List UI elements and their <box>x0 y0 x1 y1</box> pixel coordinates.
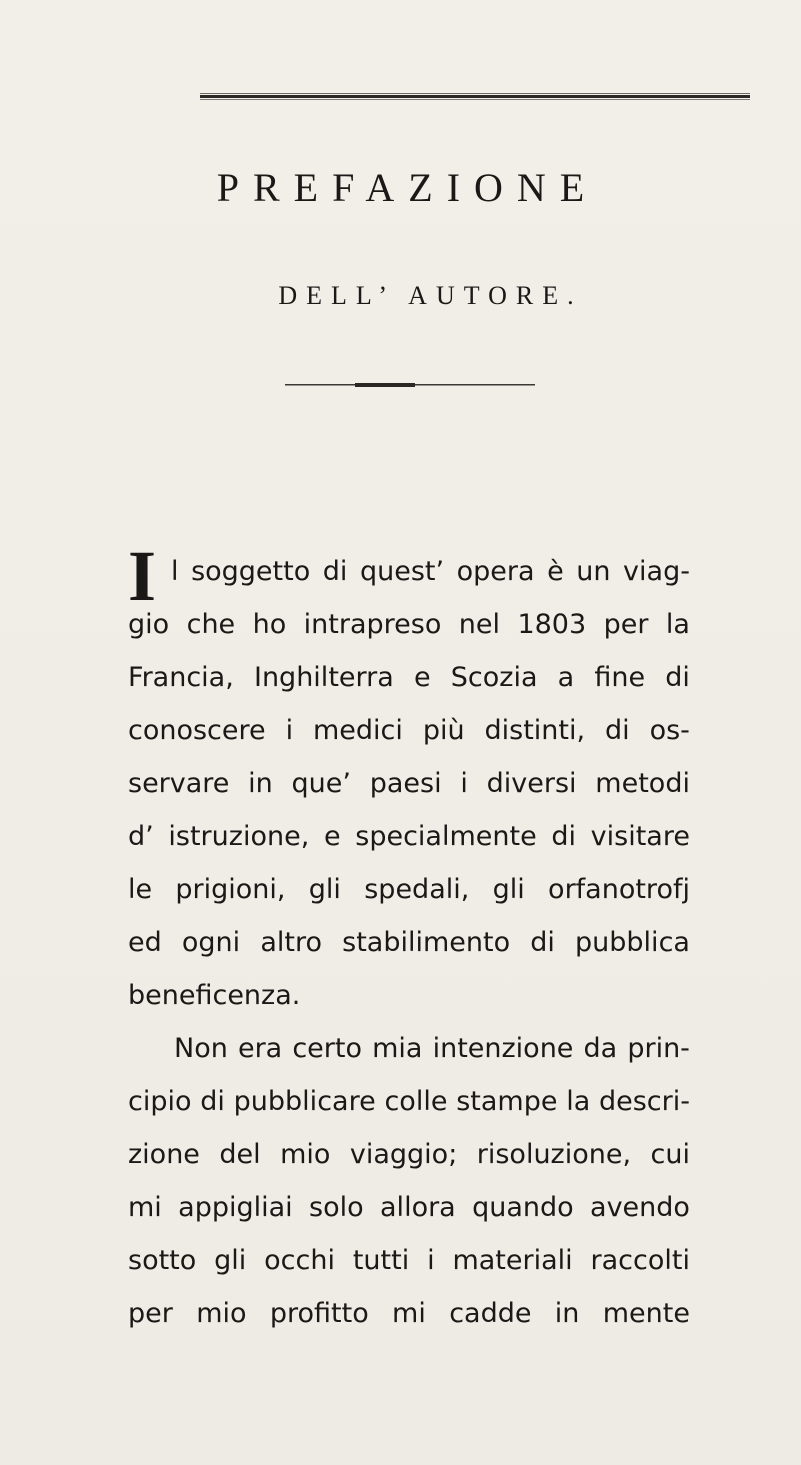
word: gli <box>308 874 341 905</box>
word: paesi <box>369 768 442 799</box>
word: zione <box>128 1139 200 1170</box>
text-line <box>128 1181 690 1234</box>
word: specialmente <box>355 821 537 852</box>
word: diversi <box>486 768 577 799</box>
word: di <box>551 821 576 852</box>
word: mente <box>602 1298 690 1329</box>
page-subtitle: DELL’ AUTORE. <box>278 281 583 310</box>
word: spedali, <box>364 874 470 905</box>
text-line <box>128 1234 690 1287</box>
word: di <box>530 927 555 958</box>
word: la <box>665 609 690 640</box>
word: stampe <box>456 1086 558 1117</box>
text-line <box>128 704 690 757</box>
word: cui <box>650 1139 690 1170</box>
text-line <box>128 598 690 651</box>
word: per <box>128 1298 173 1329</box>
word: era <box>237 1033 283 1064</box>
word: che <box>186 609 236 640</box>
word: solo <box>309 1192 364 1223</box>
word: sotto <box>128 1245 197 1276</box>
word: opera <box>456 556 535 587</box>
word: quando <box>472 1192 574 1223</box>
top-decorative-rule <box>200 93 750 101</box>
text-line <box>128 1128 690 1181</box>
text-line <box>128 545 690 598</box>
word: cadde <box>449 1298 532 1329</box>
word: mia <box>372 1033 423 1064</box>
word: conoscere <box>128 715 266 746</box>
word: del <box>219 1139 261 1170</box>
text-line <box>128 916 690 969</box>
word: i <box>285 715 294 746</box>
word: viaggio; <box>349 1139 458 1170</box>
word: 1803 <box>517 609 587 640</box>
word: mio <box>280 1139 331 1170</box>
word: profitto <box>269 1298 369 1329</box>
text-line <box>128 1022 690 1075</box>
text-line <box>128 757 690 810</box>
word: ed <box>128 927 162 958</box>
word: Francia, <box>128 662 234 693</box>
word: l <box>171 556 179 587</box>
word: tutti <box>352 1245 410 1276</box>
word: istruzione, <box>168 821 310 852</box>
word: Inghilterra <box>253 662 394 693</box>
text-line <box>128 863 690 916</box>
word: certo <box>292 1033 362 1064</box>
word: risoluzione, <box>476 1139 632 1170</box>
text-line <box>128 651 690 704</box>
word: distinti, <box>484 715 586 746</box>
word: i <box>460 768 468 799</box>
word: raccolti <box>590 1245 690 1276</box>
word: d’ <box>128 821 154 852</box>
word: Non <box>174 1033 228 1064</box>
word: stabilimento <box>342 927 511 958</box>
word: e <box>323 821 341 852</box>
word: viag- <box>623 556 690 587</box>
word: a <box>557 662 575 693</box>
word: quest’ <box>359 556 445 587</box>
word: appigliai <box>178 1192 293 1223</box>
word: è <box>547 556 564 587</box>
word: altro <box>260 927 322 958</box>
word: e <box>413 662 431 693</box>
text-line <box>128 810 690 863</box>
word: allora <box>380 1192 456 1223</box>
word: i <box>427 1245 435 1276</box>
word: pubblicare <box>233 1086 376 1117</box>
text-line <box>128 1075 690 1128</box>
text-line: beneficenza. <box>128 980 301 1011</box>
drop-cap-letter: I <box>128 536 157 616</box>
word: di <box>665 662 690 693</box>
word: mi <box>392 1298 426 1329</box>
word: mio <box>196 1298 247 1329</box>
word: la <box>566 1086 591 1117</box>
word: gli <box>214 1245 247 1276</box>
word: più <box>422 715 465 746</box>
word: visitare <box>590 821 690 852</box>
word: mi <box>128 1192 162 1223</box>
word: in <box>248 768 273 799</box>
word: soggetto <box>191 556 311 587</box>
word: Scozia <box>450 662 538 693</box>
word: un <box>576 556 611 587</box>
word: servare <box>128 768 230 799</box>
word: le <box>128 874 153 905</box>
word: gli <box>492 874 525 905</box>
word: os- <box>649 715 690 746</box>
word: per <box>603 609 649 640</box>
word: occhi <box>264 1245 335 1276</box>
paragraph-1 <box>128 545 690 1022</box>
word: nel <box>458 609 501 640</box>
ornamental-divider <box>285 382 535 388</box>
word: prin- <box>627 1033 690 1064</box>
paragraph-2 <box>128 1022 690 1340</box>
text-line <box>128 1287 690 1340</box>
word: ogni <box>181 927 241 958</box>
word: cipio <box>128 1086 192 1117</box>
word: fine <box>594 662 646 693</box>
word: materiali <box>452 1245 573 1276</box>
word: di <box>200 1086 225 1117</box>
word: ho <box>252 609 287 640</box>
word: avendo <box>590 1192 690 1223</box>
word: prigioni, <box>175 874 286 905</box>
word: descri- <box>598 1086 690 1117</box>
word: intrapreso <box>303 609 442 640</box>
word: colle <box>384 1086 448 1117</box>
word: intenzione <box>432 1033 574 1064</box>
word: da <box>583 1033 618 1064</box>
word: gio <box>128 609 170 640</box>
word: pubblica <box>575 927 690 958</box>
word: in <box>554 1298 580 1329</box>
word: que’ <box>291 768 351 799</box>
word: di <box>322 556 348 587</box>
body-text <box>128 545 690 1340</box>
word: orfanotrofj <box>548 874 690 905</box>
word: metodi <box>595 768 690 799</box>
word: di <box>605 715 630 746</box>
word: medici <box>313 715 403 746</box>
page-title: PREFAZIONE <box>216 165 599 210</box>
